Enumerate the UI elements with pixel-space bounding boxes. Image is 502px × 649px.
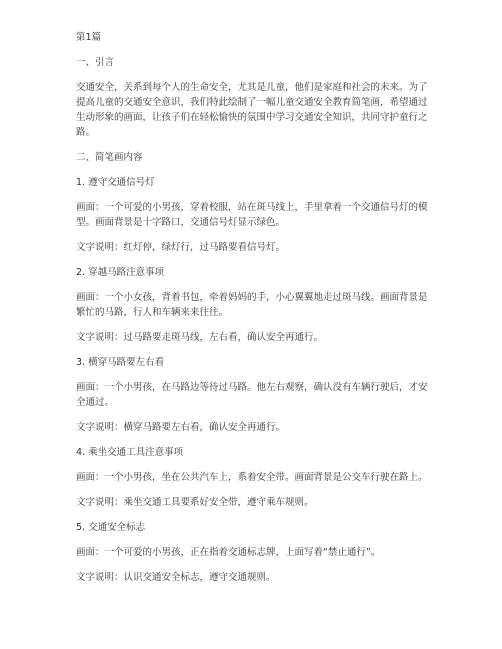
section-heading-content: 二、简笔画内容 [76,152,143,163]
section-heading-intro: 一、引言 [76,57,115,68]
item-title-3: 3. 横穿马路要左右看 [76,357,165,368]
item-title-4: 4. 乘坐交通工具注意事项 [76,447,184,458]
item-scene-5: 画面：一个可爱的小男孩，正在指着交通标志牌，上面写着“禁止通行”。 [76,547,381,558]
item-caption-2: 文字说明：过马路要走斑马线，左右看，确认安全再通行。 [76,332,324,343]
item-caption-4: 文字说明：乘坐交通工具要系好安全带，遵守乘车规则。 [76,497,314,508]
item-scene-1: 画面：一个可爱的小男孩，穿着校服，站在斑马线上，手里拿着一个交通信号灯的模型。画面背景是十字路口，交通信号灯显示绿色。 [76,202,428,228]
item-scene-4: 画面：一个小男孩，坐在公共汽车上，系着安全带。画面背景是公交车行驶在路上。 [76,472,428,483]
item-title-1: 1. 遵守交通信号灯 [76,177,155,188]
item-scene-3: 画面：一个小男孩，在马路边等待过马路。他左右观察，确认没有车辆行驶后，才安全通过。 [76,382,428,408]
part-title: 第1篇 [76,32,102,43]
item-scene-2: 画面：一个小女孩，背着书包，牵着妈妈的手，小心翼翼地走过斑马线。画面背景是繁忙的马路，行人和车辆来来往往。 [76,292,428,318]
item-title-5: 5. 交通安全标志 [76,522,146,533]
item-caption-5: 文字说明：认识交通安全标志，遵守交通规则。 [76,572,276,583]
item-caption-3: 文字说明：横穿马路要左右看，确认安全再通行。 [76,422,286,433]
intro-paragraph: 交通安全，关系到每个人的生命安全，尤其是儿童，他们是家庭和社会的未来。为了提高儿童的交通安全意识，我们特此绘制了一幅儿童交通安全教育简笔画，希望通过生动形象的画面，让孩子们在轻松愉快的氛围中学习交通安全知识，共同守护童行之路。 [76,82,428,138]
item-title-2: 2. 穿越马路注意事项 [76,267,165,278]
item-caption-1: 文字说明：红灯停，绿灯行，过马路要看信号灯。 [76,242,286,253]
document-body [76,30,432,595]
